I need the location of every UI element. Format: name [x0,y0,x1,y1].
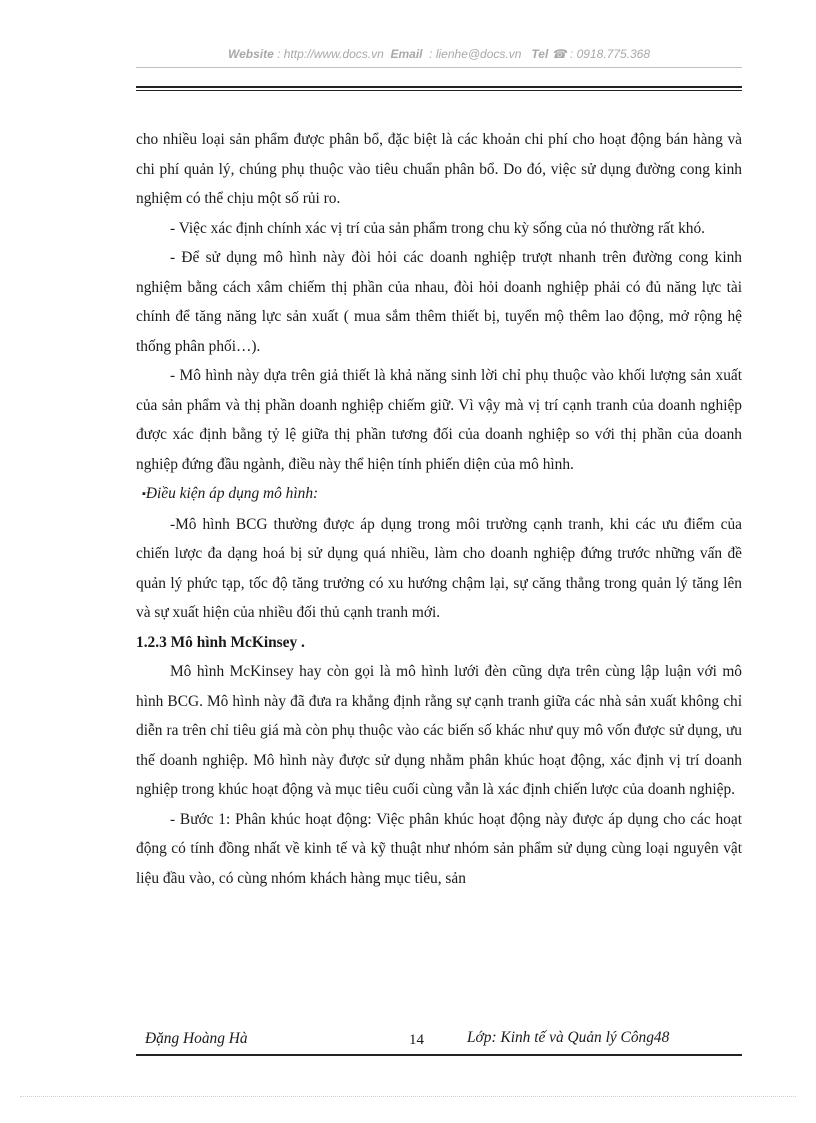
bullet-icon: ▪ [142,488,146,500]
document-body [136,125,742,893]
website-value[interactable]: : http://www.docs.vn [277,47,384,61]
page-bottom-border [20,1096,796,1097]
email-label: Email [390,47,423,61]
paragraph: - Bước 1: Phân khúc hoạt động: Việc phân khúc hoạt động này được áp dụng cho các hoạt động có tính đồng nhất về kinh tế và kỹ thuật như nhóm sản phẩm sử dụng cùng loại nguyên vật liệu đầu vào, có cùng nhóm khách hàng mục tiêu, sản [136,810,742,887]
website-label: Website [227,47,274,61]
footer-author: Đặng Hoàng Hà [145,1030,248,1047]
paragraph: Mô hình McKinsey hay còn gọi là mô hình lưới đèn cũng dựa trên cùng lập luận với mô hình BCG. Mô hình này đã đưa ra khẳng định rằng sự cạnh tranh giữa các nhà sản xuất không chỉ diễn ra trên chỉ tiêu giá mà còn phụ thuộc vào các biến số khác như quy mô vốn được sử dụng, ưu thế doanh nghiệp. Mô hình này được sử dụng nhằm phân khúc hoạt động, xác định vị trí doanh nghiệp trong khúc hoạt động và mục tiêu cuối cùng vẫn là xác định chiến lược của doanh nghiệp. [136,663,742,798]
page-number: 14 [409,1032,424,1048]
bullet-heading-text: Điều kiện áp dụng mô hình: [145,485,319,502]
paragraph: - Việc xác định chính xác vị trí của sản phẩm trong chu kỳ sống của nó thường rất khó. [170,219,705,237]
footer-class-info: Lớp: Kinh tế và Quản lý Công48 [467,1029,670,1046]
paragraph: - Để sử dụng mô hình này đòi hỏi các doanh nghiệp trượt nhanh trên đường cong kinh nghiệm bằng cách xâm chiếm thị phần của nhau, đòi hỏi doanh nghiệp phải có đủ năng lực tài chính để tăng năng lực sản xuất ( mua sắm thêm thiết bị, tuyển mộ thêm lao động, mở rộng hệ thống phân phối…). [136,249,742,355]
email-value[interactable]: : lienhe@docs.vn [429,47,522,61]
section-heading: 1.2.3 Mô hình McKinsey . [136,633,305,651]
header-rule-thick [136,86,742,88]
paragraph: cho nhiều loại sản phẩm được phân bổ, đặc biệt là các khoản chi phí cho hoạt động bán hàng và chi phí quản lý, chúng phụ thuộc vào tiêu chuẩn phân bổ. Do đó, việc sử dụng đường cong kinh nghiệm có thể chịu một số rủi ro. [136,131,742,207]
bullet-heading [136,479,742,510]
header-divider [136,67,742,68]
page-header [136,47,742,61]
header-rule-thin [136,90,742,91]
footer-rule [136,1054,742,1056]
paragraph: -Mô hình BCG thường được áp dụng trong môi trường cạnh tranh, khi các ưu điểm của chiến lược đa dạng hoá bị sử dụng quá nhiều, làm cho doanh nghiệp đứng trước những vấn đề quản lý phức tạp, tốc độ tăng trưởng có xu hướng chậm lại, sự căng thẳng trong quản lý tăng lên và sự xuất hiện của nhiều đối thủ cạnh tranh mới. [136,515,742,621]
paragraph: - Mô hình này dựa trên giả thiết là khả năng sinh lời chỉ phụ thuộc vào khối lượng sản xuất của sản phẩm và thị phần doanh nghiệp chiếm giữ. Vì vậy mà vị trí cạnh tranh của doanh nghiệp được xác định bằng tỷ lệ giữa thị phần tương đối của doanh nghiệp so với thị phần của doanh nghiệp đứng đầu ngành, điều này thể hiện tính phiến diện của mô hình. [136,367,742,473]
tel-value: ☎ : 0918.775.368 [551,47,651,61]
tel-label: Tel [531,47,549,61]
